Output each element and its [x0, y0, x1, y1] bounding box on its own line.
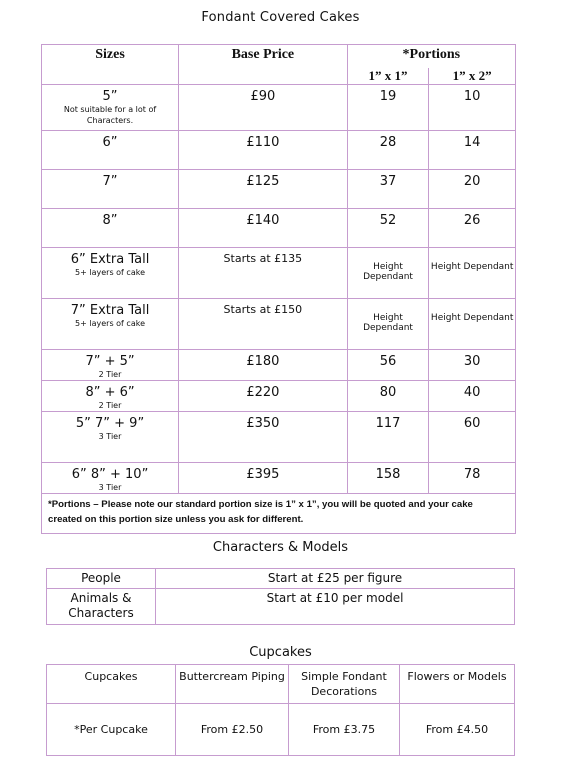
table-row: [47, 589, 515, 625]
page-title: Fondant Covered Cakes: [201, 10, 360, 25]
price-value: Starts at £150: [223, 303, 303, 316]
portion-1x2-value: Height Dependant: [430, 313, 514, 323]
table-header-row: [42, 45, 516, 69]
size-label: 6” Extra Tall: [70, 252, 150, 267]
size-label: 7” Extra Tall: [70, 303, 150, 318]
size-note: Not suitable for a lot of Characters.: [63, 105, 157, 125]
portions-header: *Portions: [347, 45, 515, 69]
portions-footnote: *Portions – Please note our standard portion size is 1” x 1”, you will be quoted and your cake created on this portion size unless you ask for different.: [42, 494, 516, 534]
cupcakes-header: Cupcakes: [47, 665, 176, 704]
portion-1x1-value: 28: [379, 135, 397, 150]
portion-1x1-value: 56: [379, 354, 397, 369]
portion-1x2-value: 30: [463, 354, 481, 369]
table-row: [42, 85, 516, 131]
buttercream-header: Buttercream Piping: [176, 665, 289, 704]
fondant-price-table: [41, 44, 516, 534]
price-value: £395: [246, 467, 280, 482]
portion-1x1-value: 37: [379, 174, 397, 189]
portion-1x1-value: 158: [375, 467, 401, 482]
cupcakes-table: [46, 664, 515, 756]
flowers-header: Flowers or Models: [400, 665, 515, 704]
price-value: £180: [246, 354, 280, 369]
portion-1x2-header: 1” x 2”: [429, 68, 516, 85]
portion-1x1-value: 117: [375, 416, 401, 431]
price-value: £220: [246, 385, 280, 400]
character-label: Animals & Characters: [47, 589, 156, 625]
portion-1x1-value: Height Dependant: [363, 262, 413, 282]
per-cupcake-label: *Per Cupcake: [47, 704, 176, 756]
portion-1x2-value: 14: [463, 135, 481, 150]
price-value: £350: [246, 416, 280, 431]
flowers-price: From £4.50: [400, 704, 515, 756]
size-note: 2 Tier: [98, 401, 122, 410]
size-note: 3 Tier: [98, 432, 122, 441]
portion-1x2-value: 78: [463, 467, 481, 482]
table-row: [42, 299, 516, 350]
character-price: Start at £10 per model: [156, 589, 515, 625]
price-value: £110: [246, 135, 280, 150]
size-label: 7”: [102, 174, 118, 189]
size-label: 8”: [102, 213, 118, 228]
portion-1x1-value: 52: [379, 213, 397, 228]
size-label: 5” 7” + 9”: [75, 416, 145, 431]
base-price-header: Base Price: [179, 45, 348, 85]
table-row: [42, 350, 516, 381]
portion-1x1-header: 1” x 1”: [347, 68, 429, 85]
table-row: [47, 569, 515, 589]
size-note: 5+ layers of cake: [75, 268, 145, 277]
characters-section-title: Characters & Models: [212, 540, 349, 555]
table-row: [42, 170, 516, 209]
portion-1x2-value: 40: [463, 385, 481, 400]
size-note: 3 Tier: [98, 483, 122, 492]
table-row: [42, 209, 516, 248]
table-row: [42, 463, 516, 494]
portion-1x2-value: Height Dependant: [430, 262, 514, 272]
table-header-row: [47, 665, 515, 704]
portion-1x2-value: 20: [463, 174, 481, 189]
size-note: 2 Tier: [98, 370, 122, 379]
cupcakes-section-title: Cupcakes: [249, 645, 312, 660]
size-label: 6” 8” + 10”: [71, 467, 149, 482]
footnote-row: [42, 494, 516, 534]
sizes-header: Sizes: [42, 45, 179, 85]
portion-1x2-value: 26: [463, 213, 481, 228]
size-label: 5”: [102, 89, 118, 104]
characters-table: [46, 568, 515, 625]
portion-1x2-value: 10: [463, 89, 481, 104]
size-note: 5+ layers of cake: [75, 319, 145, 328]
character-label: People: [47, 569, 156, 589]
price-value: Starts at £135: [223, 252, 303, 265]
table-row: [47, 704, 515, 756]
price-value: £90: [250, 89, 276, 104]
portion-1x1-value: 80: [379, 385, 397, 400]
table-row: [42, 381, 516, 412]
price-value: £125: [246, 174, 280, 189]
buttercream-price: From £2.50: [176, 704, 289, 756]
fondant-price: From £3.75: [289, 704, 400, 756]
size-label: 8” + 6”: [85, 385, 135, 400]
fondant-header: Simple Fondant Decorations: [289, 665, 400, 704]
portion-1x2-value: 60: [463, 416, 481, 431]
table-row: [42, 248, 516, 299]
size-label: 7” + 5”: [85, 354, 135, 369]
price-value: £140: [246, 213, 280, 228]
portion-1x1-value: 19: [379, 89, 397, 104]
portion-1x1-value: Height Dependant: [363, 313, 413, 333]
table-row: [42, 131, 516, 170]
character-price: Start at £25 per figure: [156, 569, 515, 589]
table-row: [42, 412, 516, 463]
size-label: 6”: [102, 135, 118, 150]
